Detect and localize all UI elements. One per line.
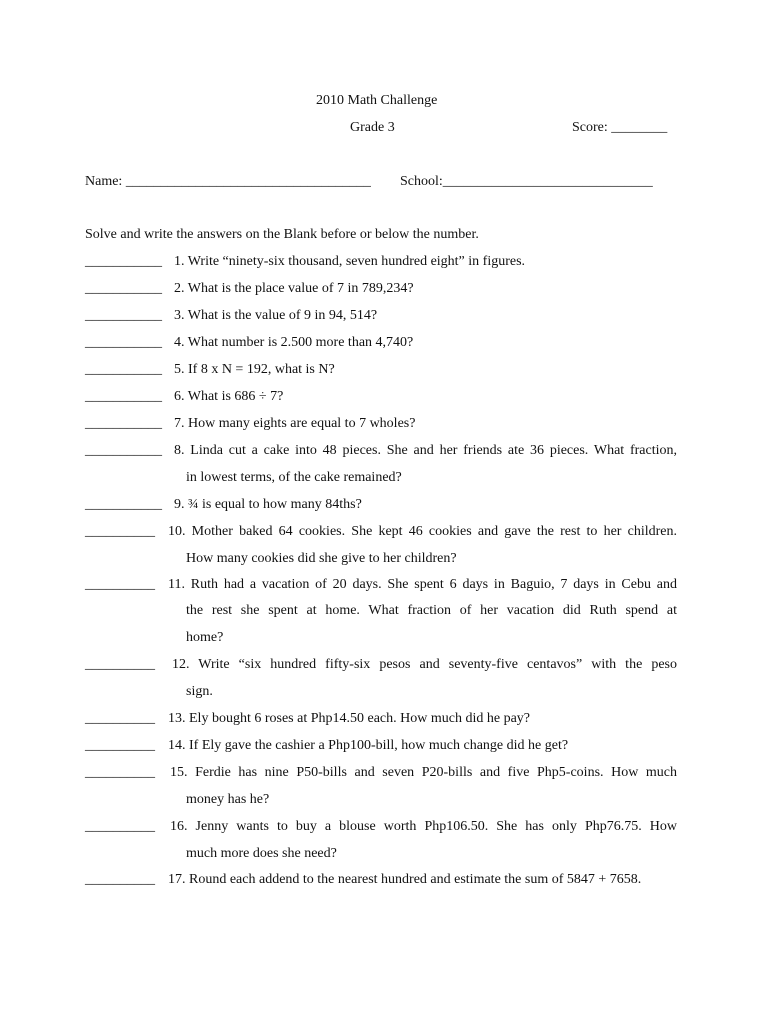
question-text: 7. How many eights are equal to 7 wholes? — [174, 416, 416, 431]
question-text: 9. ¾ is equal to how many 84ths? — [174, 497, 362, 512]
answer-blank[interactable]: ___________ — [85, 362, 162, 377]
answer-blank[interactable]: __________ — [85, 711, 155, 726]
question-text-continued: the rest she spent at home. What fraction of her vacation did Ruth spend at — [186, 603, 677, 618]
question-text: 8. Linda cut a cake into 48 pieces. She and her friends ate 36 pieces. What fraction, — [174, 443, 677, 458]
instructions-text: Solve and write the answers on the Blank before or below the number. — [85, 227, 479, 242]
question-text: 13. Ely bought 6 roses at Php14.50 each. How much did he pay? — [168, 711, 530, 726]
worksheet-title: 2010 Math Challenge — [316, 93, 438, 108]
question-text: 12. Write “six hundred fifty-six pesos and seventy-five centavos” with the peso — [172, 657, 677, 672]
question-text-continued: in lowest terms, of the cake remained? — [186, 470, 402, 485]
question-text-continued: money has he? — [186, 792, 270, 807]
question-text: 17. Round each addend to the nearest hundred and estimate the sum of 5847 + 7658. — [168, 872, 642, 887]
question-text: 6. What is 686 ÷ 7? — [174, 389, 284, 404]
question-text: 11. Ruth had a vacation of 20 days. She spent 6 days in Baguio, 7 days in Cebu and — [168, 577, 677, 592]
question-text: 1. Write “ninety-six thousand, seven hundred eight” in figures. — [174, 254, 526, 269]
question-text: 4. What number is 2.500 more than 4,740? — [174, 335, 414, 350]
answer-blank[interactable]: ___________ — [85, 443, 162, 458]
answer-blank[interactable]: __________ — [85, 524, 155, 539]
question-text: 5. If 8 x N = 192, what is N? — [174, 362, 335, 377]
question-text: 3. What is the value of 9 in 94, 514? — [174, 308, 378, 323]
answer-blank[interactable]: __________ — [85, 765, 155, 780]
question-text: 16. Jenny wants to buy a blouse worth Php106.50. She has only Php76.75. How — [170, 819, 677, 834]
question-text: 2. What is the place value of 7 in 789,234? — [174, 281, 414, 296]
name-field[interactable]: Name: ___________________________________ — [85, 174, 371, 189]
school-field[interactable]: School:______________________________ — [400, 174, 653, 189]
answer-blank[interactable]: ___________ — [85, 389, 162, 404]
question-text-continued: home? — [186, 630, 224, 645]
answer-blank[interactable]: ___________ — [85, 416, 162, 431]
answer-blank[interactable]: __________ — [85, 819, 155, 834]
question-text: 14. If Ely gave the cashier a Php100-bill, how much change did he get? — [168, 738, 569, 753]
answer-blank[interactable]: ___________ — [85, 308, 162, 323]
answer-blank[interactable]: __________ — [85, 657, 155, 672]
answer-blank[interactable]: __________ — [85, 872, 155, 887]
question-text-continued: sign. — [186, 684, 213, 699]
answer-blank[interactable]: ___________ — [85, 281, 162, 296]
answer-blank[interactable]: __________ — [85, 738, 155, 753]
question-text: 15. Ferdie has nine P50-bills and seven P20-bills and five Php5-coins. How much — [170, 765, 677, 780]
answer-blank[interactable]: __________ — [85, 577, 155, 592]
answer-blank[interactable]: ___________ — [85, 254, 162, 269]
answer-blank[interactable]: ___________ — [85, 497, 162, 512]
question-text: 10. Mother baked 64 cookies. She kept 46 cookies and gave the rest to her children. — [168, 524, 677, 539]
answer-blank[interactable]: ___________ — [85, 335, 162, 350]
score-field[interactable]: Score: ________ — [572, 120, 668, 135]
question-text-continued: How many cookies did she give to her children? — [186, 551, 457, 566]
question-text-continued: much more does she need? — [186, 846, 337, 861]
grade-label: Grade 3 — [350, 120, 395, 135]
